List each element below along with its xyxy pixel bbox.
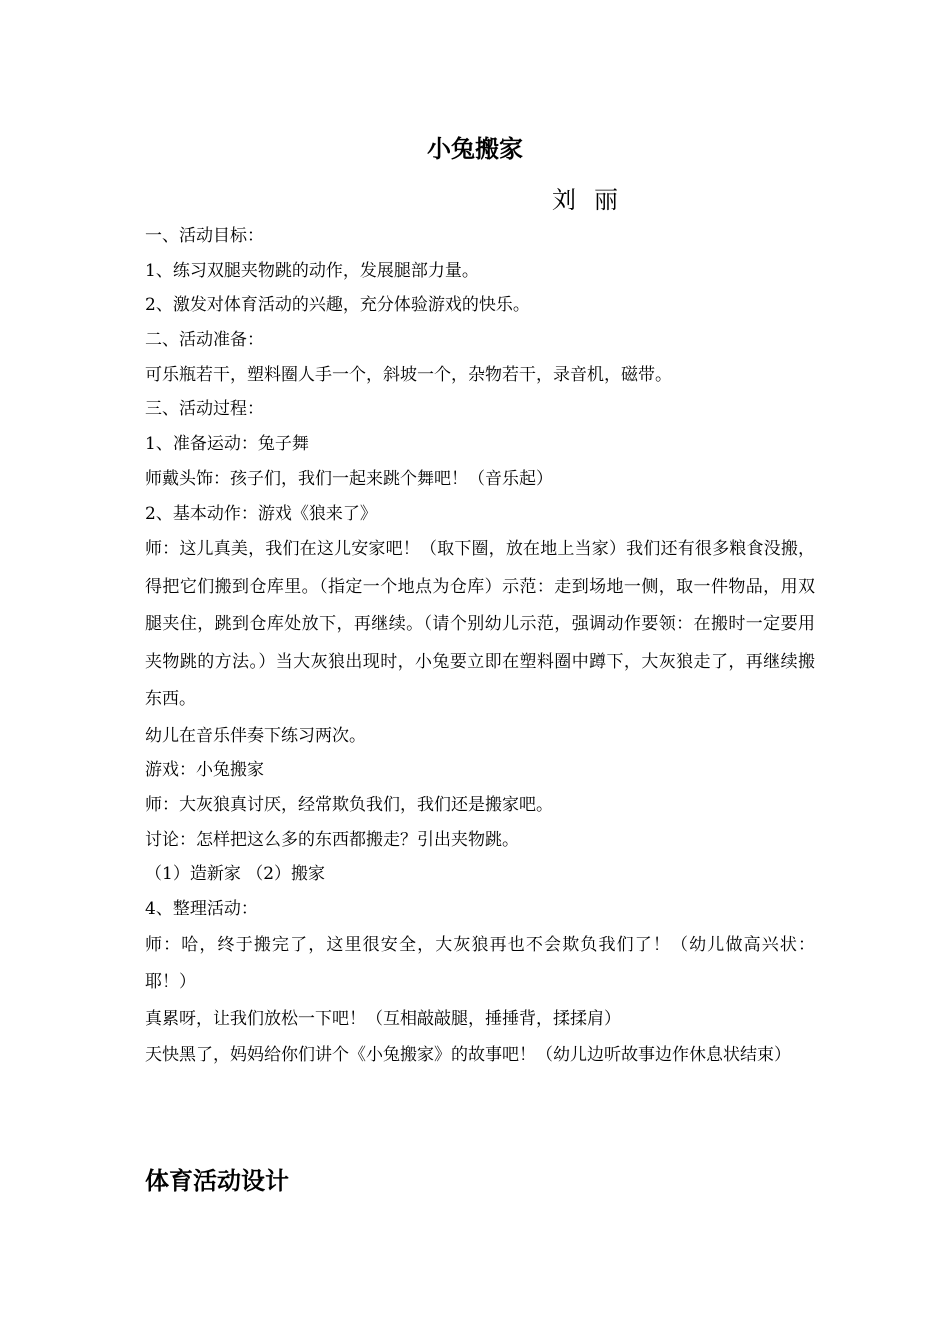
closing-paragraph-2: 天快黑了，妈妈给你们讲个《小兔搬家》的故事吧！（幼儿边听故事边作休息状结束） (145, 1044, 791, 1065)
closing-paragraph-1: 师：哈，终于搬完了，这里很安全，大灰狼再也不会欺负我们了！（幼儿做高兴状：耶！） (145, 934, 815, 993)
substeps-line: （1）造新家 （2）搬家 (145, 864, 326, 885)
discussion-line: 讨论：怎样把这么多的东西都搬走？引出夹物跳。 (145, 829, 519, 850)
teacher-line: 师：大灰狼真讨厌，经常欺负我们，我们还是搬家吧。 (145, 795, 553, 816)
author-name: 刘丽 (552, 186, 636, 214)
process-step-1-text: 师戴头饰：孩子们，我们一起来跳个舞吧！（音乐起） (145, 468, 553, 489)
relax-line: 真累呀，让我们放松一下吧！（互相敲敲腿，捶捶背，揉揉肩） (145, 1008, 621, 1029)
process-step-1: 1、准备运动：兔子舞 (145, 434, 309, 455)
game-line: 游戏：小兔搬家 (145, 760, 264, 781)
heading-goals: 一、活动目标： (145, 226, 264, 246)
document-title: 小兔搬家 (427, 135, 523, 163)
section-title: 体育活动设计 (145, 1167, 289, 1195)
practice-line: 幼儿在音乐伴奏下练习两次。 (145, 725, 366, 746)
heading-preparation: 二、活动准备： (145, 330, 264, 351)
goal-item-1: 1、练习双腿夹物跳的动作，发展腿部力量。 (145, 260, 479, 281)
goal-item-2: 2、激发对体育活动的兴趣，充分体验游戏的快乐。 (145, 295, 530, 316)
heading-process: 三、活动过程： (145, 399, 264, 420)
process-step-2-paragraph: 师：这儿真美，我们在这儿安家吧！（取下圈，放在地上当家）我们还有很多粮食没搬，得把它们搬到仓库里。（指定一个地点为仓库）示范：走到场地一侧，取一件物品，用双腿夹住，跳到仓库处放下，再继续。（请个别幼儿示范，强调动作要领：在搬时一定要用夹物跳的方法。）当大灰狼出现时，小兔要立即在塑料圈中蹲下，大灰狼走了，再继续搬东西。 (145, 539, 815, 710)
process-step-2: 2、基本动作：游戏《狼来了》 (145, 503, 377, 524)
document-body (145, 219, 815, 1074)
process-step-4: 4、整理活动： (145, 899, 258, 920)
preparation-text: 可乐瓶若干，塑料圈人手一个，斜坡一个，杂物若干，录音机，磁带。 (145, 364, 672, 385)
